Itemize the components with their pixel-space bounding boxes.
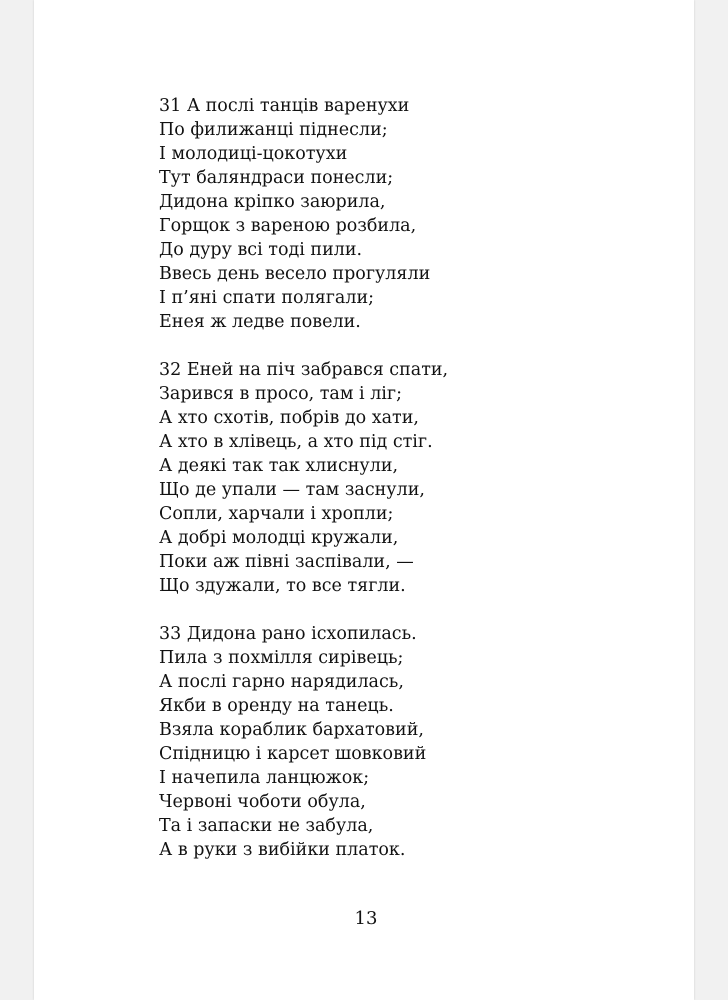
poem-line: По филижанці піднесли; xyxy=(159,120,388,140)
poem-line: 33 Дидона рано ісхопилась. xyxy=(159,624,417,644)
poem-line: Сопли, харчали і хропли; xyxy=(159,504,394,524)
poem-line: До дуру всі тоді пили. xyxy=(159,240,363,260)
poem-line: І п’яні спати полягали; xyxy=(159,288,375,308)
poem-line: Пила з похмілля сирівець; xyxy=(159,648,404,668)
poem-line: Що здужали, то все тягли. xyxy=(159,576,406,596)
poem-line: Тут баляндраси понесли; xyxy=(159,168,394,188)
poem-line: 31 А послі танців варенухи xyxy=(159,96,410,116)
poem-line: Взяла кораблик бархатовий, xyxy=(159,720,424,740)
poem-line: І начепила ланцюжок; xyxy=(159,768,370,788)
poem-line: А деякі так так хлиснули, xyxy=(159,456,399,476)
poem-line: Зарився в просо, там і ліг; xyxy=(159,384,402,404)
poem-line: Ввесь день весело прогуляли xyxy=(159,264,431,284)
stanza-31 xyxy=(159,94,639,334)
book-page xyxy=(34,0,694,1000)
poem-line: А в руки з вибійки платок. xyxy=(159,840,406,860)
stanza-32 xyxy=(159,358,639,598)
page-number: 13 xyxy=(354,908,378,929)
poem-line: А хто схотів, побрів до хати, xyxy=(159,408,419,428)
poem-line: Дидона кріпко заюрила, xyxy=(159,192,386,212)
poem-line: Якби в оренду на танець. xyxy=(159,696,394,716)
poem-line: Поки аж півні заспівали, — xyxy=(159,552,414,572)
poem-text xyxy=(159,94,639,886)
poem-line: Енея ж ледве повели. xyxy=(159,312,361,332)
poem-line: А хто в хлівець, а хто під стіг. xyxy=(159,432,433,452)
poem-line: 32 Еней на піч забрався спати, xyxy=(159,360,449,380)
poem-line: І молодиці-цокотухи xyxy=(159,144,348,164)
stanza-33 xyxy=(159,622,639,862)
poem-line: Горщок з вареною розбила, xyxy=(159,216,417,236)
poem-line: А послі гарно нарядилась, xyxy=(159,672,404,692)
poem-line: Що де упали — там заснули, xyxy=(159,480,425,500)
poem-line: Червоні чоботи обула, xyxy=(159,792,366,812)
poem-line: Та і запаски не забула, xyxy=(159,816,374,836)
poem-line: А добрі молодці кружали, xyxy=(159,528,399,548)
poem-line: Спідницю і карсет шовковий xyxy=(159,744,427,764)
